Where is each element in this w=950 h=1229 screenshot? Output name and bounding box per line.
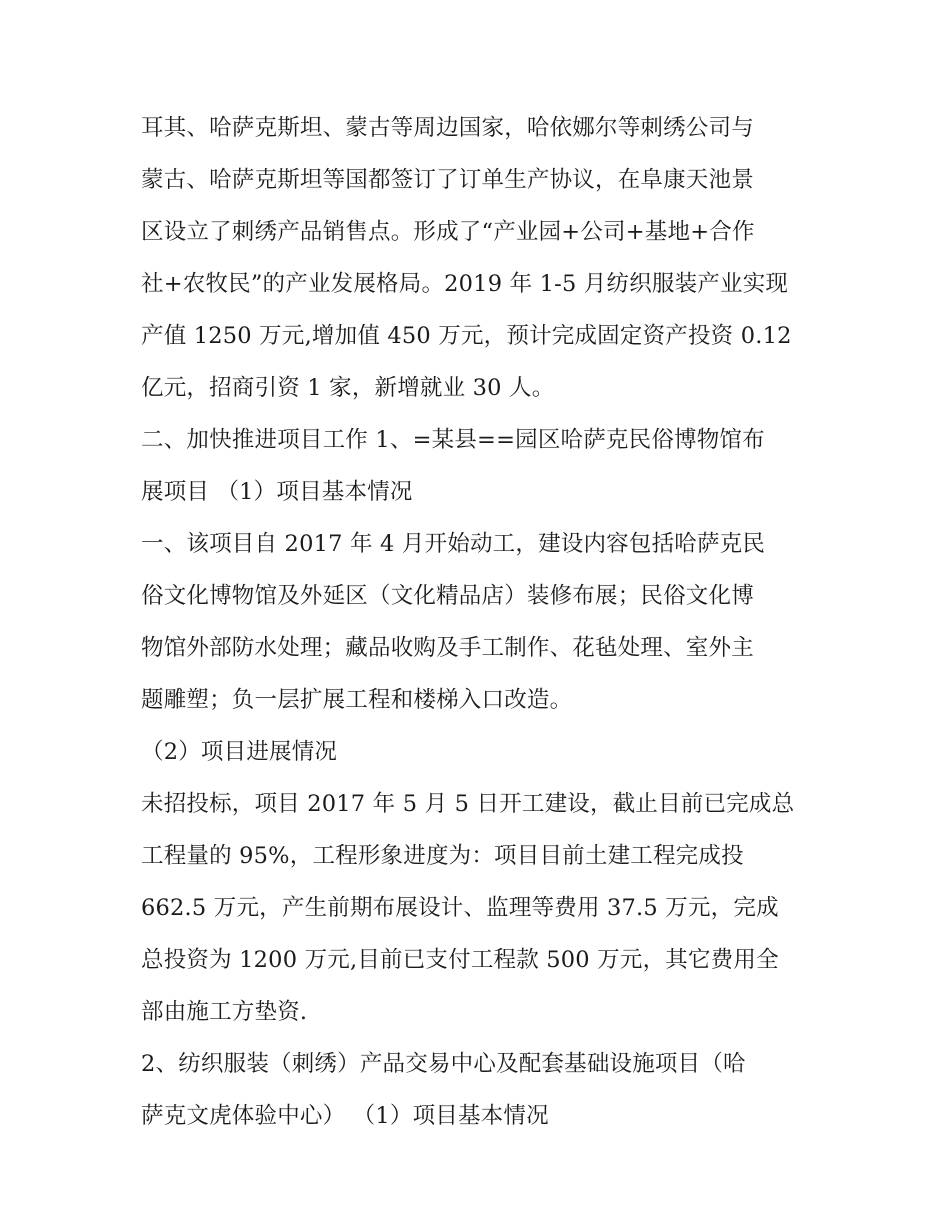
section-heading-line: 萨克文虎体验中心） （1）项目基本情况 [141, 1103, 549, 1129]
body-line: 662.5 万元，产生前期布展设计、监理等费用 37.5 万元，完成 [141, 895, 779, 921]
section-heading-line: 二、加快推进项目工作 1、=某县==园区哈萨克民俗博物馆布 [141, 427, 765, 453]
body-line: 题雕塑；负一层扩展工程和楼梯入口改造。 [141, 687, 573, 713]
body-line: 蒙古、哈萨克斯坦等国都签订了订单生产协议，在阜康天池景 [141, 167, 754, 193]
body-line: 区设立了刺绣产品销售点。形成了“产业园+公司+基地+合作 [141, 219, 755, 245]
body-line: 俗文化博物馆及外延区（文化精品店）装修布展；民俗文化博 [141, 583, 754, 609]
body-line: 工程量的 95%，工程形象进度为：项目目前土建工程完成投 [141, 843, 744, 869]
body-line: 社+农牧民”的产业发展格局。2019 年 1-5 月纺织服装产业实现 [141, 271, 789, 297]
subheading-line: （2）项目进展情况 [141, 739, 338, 765]
document-body [141, 102, 821, 1142]
section-heading-line: 2、纺织服装（刺绣）产品交易中心及配套基础设施项目（哈 [141, 1051, 746, 1077]
body-line: 产值 1250 万元,增加值 450 万元，预计完成固定资产投资 0.12 [141, 323, 792, 349]
body-line: 部由施工方垫资. [141, 999, 308, 1025]
body-line: 总投资为 1200 万元,目前已支付工程款 500 万元，其它费用全 [141, 947, 779, 973]
body-line: 物馆外部防水处理；藏品收购及手工制作、花毡处理、室外主 [141, 635, 754, 661]
body-line: 耳其、哈萨克斯坦、蒙古等周边国家，哈依娜尔等刺绣公司与 [141, 115, 754, 141]
body-line: 一、该项目自 2017 年 4 月开始动工，建设内容包括哈萨克民 [141, 531, 766, 557]
body-line: 亿元，招商引资 1 家，新增就业 30 人。 [141, 375, 555, 401]
body-line: 未招投标，项目 2017 年 5 月 5 日开工建设，截止目前已完成总 [141, 791, 795, 817]
section-heading-line: 展项目 （1）项目基本情况 [141, 479, 413, 505]
